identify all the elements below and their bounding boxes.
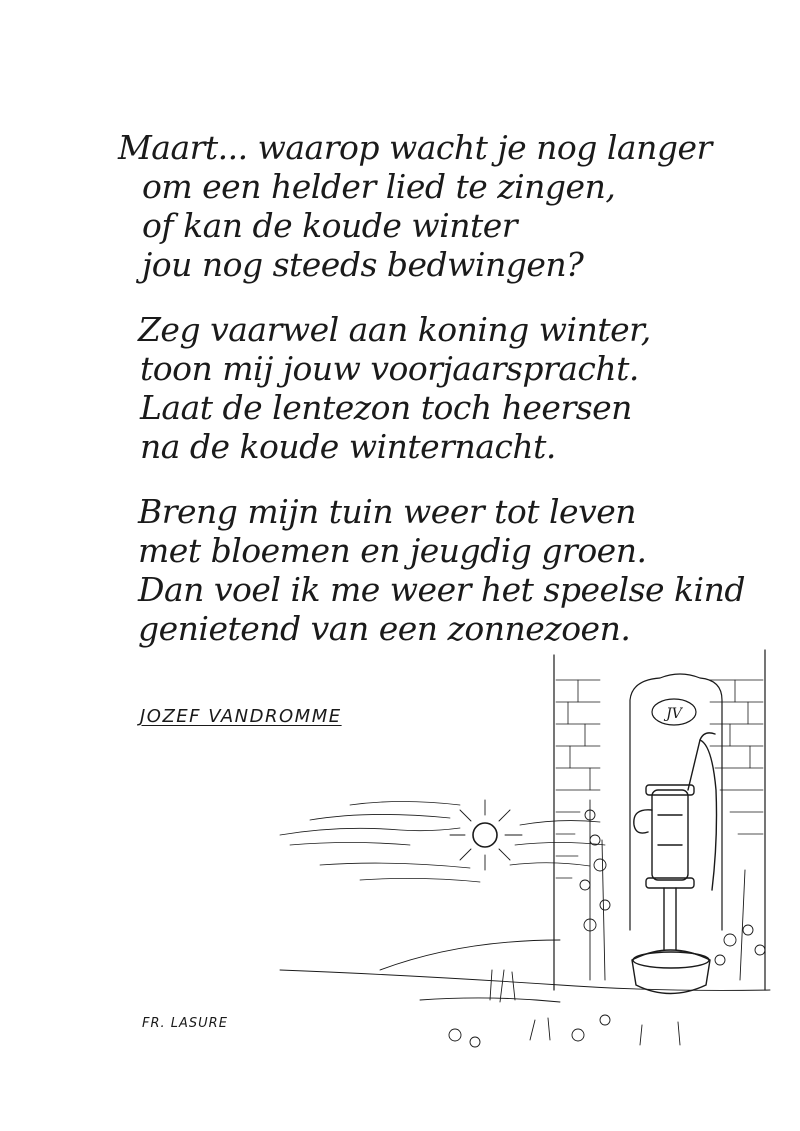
poem-line: of kan de koude winter [142, 206, 518, 245]
stanza-1 [118, 128, 712, 284]
poem [118, 128, 745, 674]
sun [450, 800, 522, 870]
author-signature: JOZEF VANDROMME [140, 706, 342, 727]
poem-line: Breng mijn tuin weer tot leven [138, 492, 637, 531]
pump-illustration [260, 640, 780, 1080]
poem-line: Zeg vaarwel aan koning winter, [138, 310, 651, 349]
poem-line: Laat de lentezon toch heersen [140, 388, 632, 427]
monogram-text: JV [666, 706, 682, 722]
poem-line: Maart... waarop wacht je nog langer [118, 128, 712, 167]
brick-wall [554, 650, 765, 990]
stanza-3 [118, 492, 745, 648]
illustrator-signature: FR. LASURE [142, 1016, 228, 1031]
ground-flowers [280, 800, 770, 1047]
poem-line: om een helder lied te zingen, [142, 167, 616, 206]
poem-line: jou nog steeds bedwingen? [142, 245, 584, 284]
poem-line: genietend van een zonnezoen. [138, 609, 631, 648]
water-pump [632, 733, 717, 994]
stanza-2 [118, 310, 678, 466]
clouds [280, 802, 605, 883]
poem-line: met bloemen en jeugdig groen. [138, 531, 647, 570]
poem-line: toon mij jouw voorjaarspracht. [140, 349, 639, 388]
poem-line: Dan voel ik me weer het speelse kind [138, 570, 745, 609]
poem-line: na de koude winternacht. [140, 427, 556, 466]
pump-drawing-icon [260, 640, 780, 1080]
